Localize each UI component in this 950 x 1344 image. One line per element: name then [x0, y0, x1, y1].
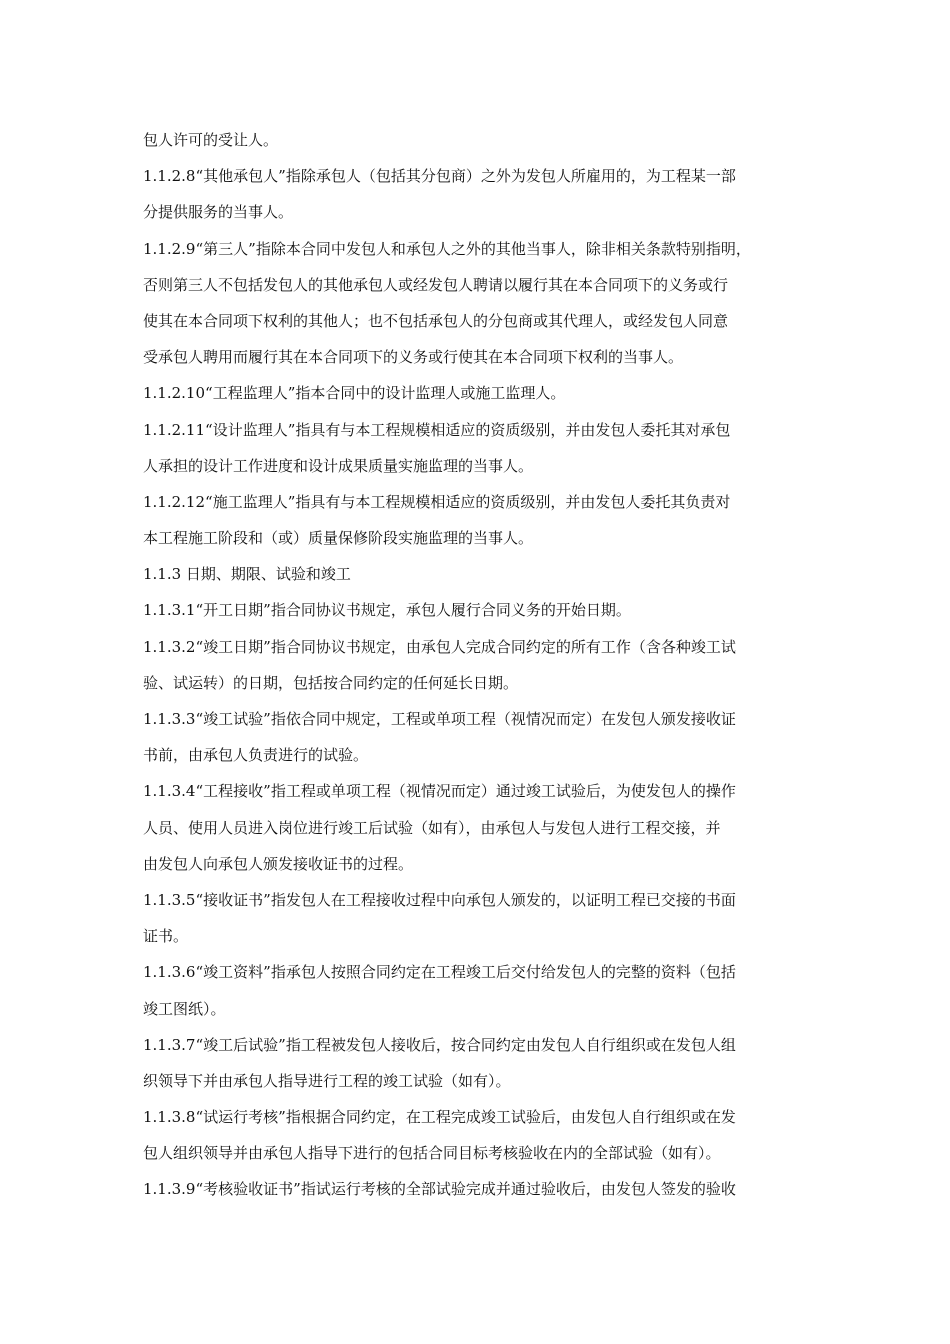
text-line: 1.1.2.12“施工监理人”指具有与本工程规模相适应的资质级别，并由发包人委托其负责对	[143, 492, 731, 511]
text-line: 1.1.3.2“竣工日期”指合同协议书规定，由承包人完成合同约定的所有工作（含各种竣工试	[143, 637, 736, 656]
text-line: 1.1.3.3“竣工试验”指依合同中规定，工程或单项工程（视情况而定）在发包人颁发接收证	[143, 710, 736, 728]
text-line: 使其在本合同项下权利的其他人；也不包括承包人的分包商或其代理人，或经发包人同意	[143, 311, 729, 330]
text-line: 1.1.2.9“第三人”指除本合同中发包人和承包人之外的其他当事人，除非相关条款特别指明，	[143, 239, 751, 258]
text-line: 验、试运转）的日期，包括按合同约定的任何延长日期。	[143, 673, 519, 692]
text-line: 受承包人聘用而履行其在本合同项下的义务或行使其在本合同项下权利的当事人。	[143, 348, 684, 367]
text-line: 证书。	[143, 927, 189, 946]
text-line: 由发包人向承包人颁发接收证书的过程。	[143, 854, 414, 873]
section-heading: 1.1.3 日期、期限、试验和竣工	[143, 565, 351, 584]
text-line: 1.1.2.10“工程监理人”指本合同中的设计监理人或施工监理人。	[143, 384, 566, 403]
text-line: 1.1.3.8“试运行考核”指根据合同约定，在工程完成竣工试验后，由发包人自行组织或在发	[143, 1108, 736, 1127]
text-line: 1.1.3.7“竣工后试验”指工程被发包人接收后，按合同约定由发包人自行组织或在发包人组	[143, 1035, 736, 1054]
text-line: 本工程施工阶段和（或）质量保修阶段实施监理的当事人。	[143, 529, 534, 548]
text-line: 包人组织领导并由承包人指导下进行的包括合同目标考核验收在内的全部试验（如有）。	[143, 1144, 721, 1163]
text-line: 竣工图纸）。	[143, 999, 226, 1018]
text-line: 1.1.3.5“接收证书”指发包人在工程接收过程中向承包人颁发的，以证明工程已交接的书面	[143, 890, 736, 909]
text-line: 否则第三人不包括发包人的其他承包人或经发包人聘请以履行其在本合同项下的义务或行	[143, 275, 729, 294]
document-body	[143, 122, 819, 1208]
text-line: 1.1.3.9“考核验收证书”指试运行考核的全部试验完成并通过验收后，由发包人签发的验收	[143, 1180, 736, 1199]
text-line: 人承担的设计工作进度和设计成果质量实施监理的当事人。	[143, 456, 534, 475]
text-line: 1.1.3.4“工程接收”指工程或单项工程（视情况而定）通过竣工试验后，为使发包人的操作	[143, 782, 736, 801]
text-line: 1.1.3.1“开工日期”指合同协议书规定，承包人履行合同义务的开始日期。	[143, 601, 631, 620]
text-line: 1.1.2.11“设计监理人”指具有与本工程规模相适应的资质级别，并由发包人委托其对承包	[143, 420, 731, 439]
text-line: 分提供服务的当事人。	[143, 203, 294, 222]
text-line: 1.1.2.8“其他承包人”指除承包人（包括其分包商）之外为发包人所雇用的，为工程某一部	[143, 167, 736, 186]
text-line: 包人许可的受让人。	[143, 131, 279, 149]
text-line: 书前，由承包人负责进行的试验。	[143, 746, 369, 765]
text-line: 1.1.3.6“竣工资料”指承包人按照合同约定在工程竣工后交付给发包人的完整的资料（包括	[143, 963, 736, 982]
text-line: 织领导下并由承包人指导进行工程的竣工试验（如有）。	[143, 1071, 511, 1090]
text-line: 人员、使用人员进入岗位进行竣工后试验（如有），由承包人与发包人进行工程交接，并	[143, 818, 721, 837]
